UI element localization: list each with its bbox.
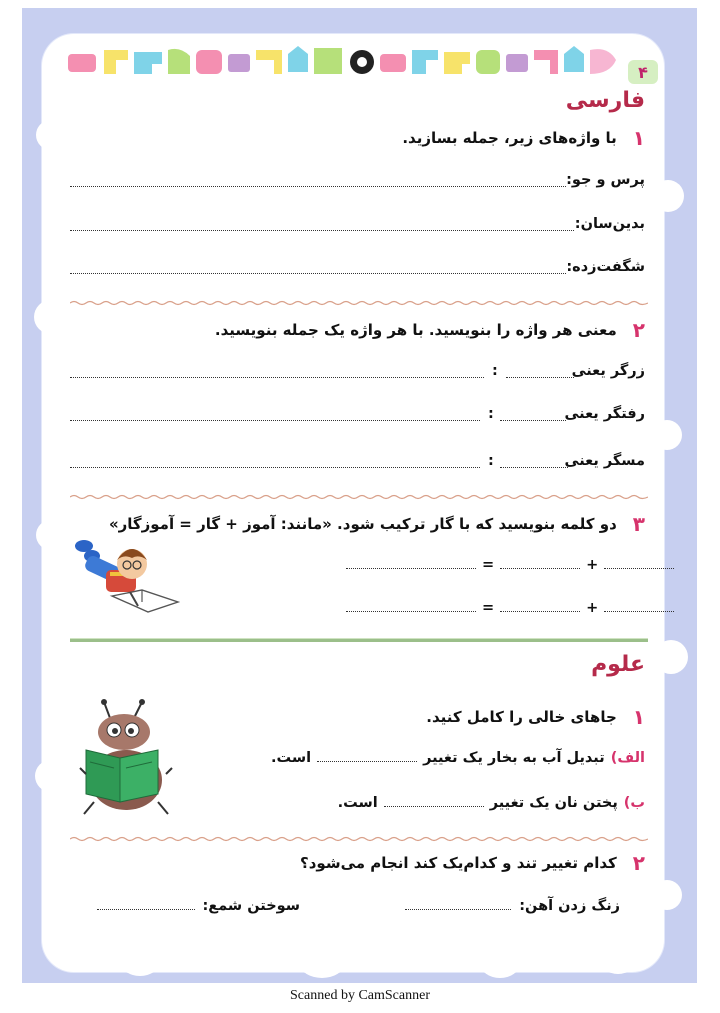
compound-row xyxy=(346,557,674,573)
question-2 xyxy=(215,318,645,342)
question-text: کدام تغییر تند و کدام‌یک کند انجام می‌شود؟ xyxy=(300,854,617,872)
answer-line[interactable] xyxy=(70,273,566,274)
question-number: ۲ xyxy=(632,318,645,342)
word-blank[interactable] xyxy=(604,611,674,612)
sentence-line[interactable] xyxy=(70,420,480,421)
meaning-line[interactable] xyxy=(506,377,574,378)
sentence-line[interactable] xyxy=(70,467,480,468)
decorative-banner xyxy=(68,42,648,82)
prompt-label: پرس و جو: xyxy=(566,172,645,188)
answer-blank[interactable] xyxy=(405,909,511,910)
answer-blank[interactable] xyxy=(317,761,417,762)
answer-line[interactable] xyxy=(70,230,574,231)
change-item-1 xyxy=(405,898,620,914)
question-1 xyxy=(426,705,645,729)
prompt-label: رفتگر یعنی xyxy=(564,406,645,422)
word-blank[interactable] xyxy=(604,568,674,569)
prompt-label: زرگر یعنی xyxy=(571,363,645,379)
question-3 xyxy=(109,512,645,536)
page-number: ۴ xyxy=(628,60,658,84)
item-text: پختن نان یک تغییر xyxy=(489,795,618,811)
colon: : xyxy=(492,363,498,379)
item-text: تبدیل آب به بخار یک تغییر xyxy=(423,750,605,766)
item-end: است. xyxy=(270,750,312,766)
plus-sign: + xyxy=(586,600,599,616)
plus-sign: + xyxy=(586,557,599,573)
result-blank[interactable] xyxy=(346,611,476,612)
suffix-blank[interactable] xyxy=(500,611,580,612)
answer-line[interactable] xyxy=(70,186,566,187)
colon: : xyxy=(488,453,494,469)
wavy-divider xyxy=(70,836,648,842)
question-text: با واژه‌های زیر، جمله بسازید. xyxy=(402,129,617,147)
item-end: است. xyxy=(337,795,378,811)
prompt-label: شگفت‌زده: xyxy=(566,259,645,275)
banner-shapes xyxy=(68,46,616,74)
meaning-line[interactable] xyxy=(500,420,566,421)
boy-reading-illustration xyxy=(72,534,184,634)
compound-row xyxy=(346,600,674,616)
answer-blank[interactable] xyxy=(384,806,484,807)
question-number: ۲ xyxy=(632,851,645,875)
answer-blank[interactable] xyxy=(97,909,195,910)
bug-reading-illustration xyxy=(74,698,178,818)
section-title-farsi: فارسی xyxy=(565,88,645,113)
prompt-label: بدین‌سان: xyxy=(574,216,645,232)
item-label: ب) xyxy=(623,795,645,811)
question-text: جاهای خالی را کامل کنید. xyxy=(426,708,617,726)
equals-sign: = xyxy=(482,600,495,616)
wavy-divider xyxy=(70,300,648,306)
equals-sign: = xyxy=(482,557,495,573)
fill-blank-b xyxy=(338,795,645,811)
suffix-blank[interactable] xyxy=(500,568,580,569)
change-item-2 xyxy=(97,898,301,914)
question-2 xyxy=(300,851,645,875)
item-label: زنگ زدن آهن: xyxy=(519,898,620,914)
question-1 xyxy=(402,126,645,150)
section-title-science: علوم xyxy=(591,652,645,677)
result-blank[interactable] xyxy=(346,568,476,569)
item-label: سوختن شمع: xyxy=(202,898,300,914)
question-number: ۱ xyxy=(632,126,645,150)
fill-blank-a xyxy=(271,750,645,766)
question-number: ۱ xyxy=(632,705,645,729)
meaning-line[interactable] xyxy=(500,467,568,468)
sentence-line[interactable] xyxy=(70,377,484,378)
prompt-label: مسگر یعنی xyxy=(564,453,645,469)
question-number: ۳ xyxy=(632,512,645,536)
scanner-watermark: Scanned by CamScanner xyxy=(290,988,430,1003)
question-text: معنی هر واژه را بنویسید. با هر واژه یک جمله بنویسید. xyxy=(214,321,617,339)
colon: : xyxy=(488,406,494,422)
wavy-divider xyxy=(70,494,648,500)
section-divider xyxy=(70,638,648,642)
question-text: دو کلمه بنویسید که با گار ترکیب شود. «مانند: آموز + گار = آموزگار» xyxy=(108,515,617,533)
item-label: الف) xyxy=(610,750,645,766)
